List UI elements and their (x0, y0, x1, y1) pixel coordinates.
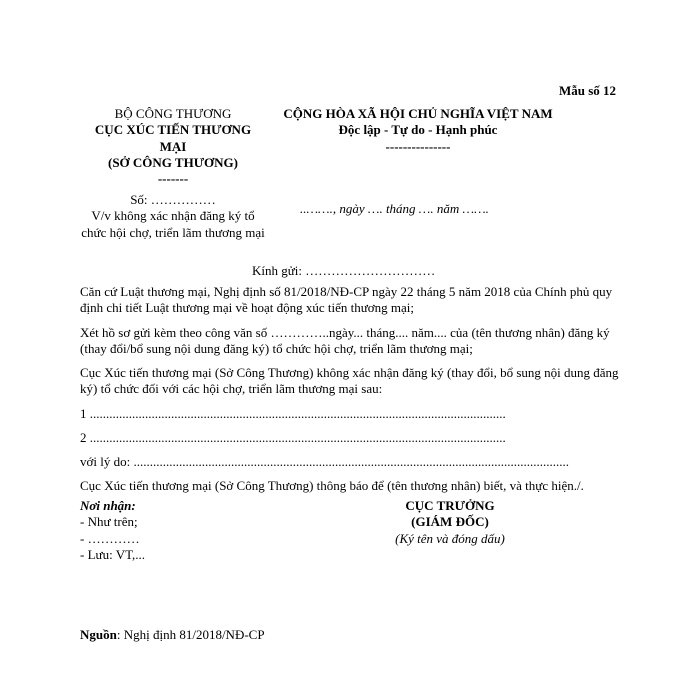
recipients-title: Nơi nhận: (80, 498, 136, 513)
signature-block (355, 498, 545, 547)
issuing-agency-header (80, 106, 266, 187)
recipients-block (80, 498, 340, 563)
header-divider-left: ------- (157, 171, 189, 186)
legal-basis-paragraph: Căn cứ Luật thương mại, Nghị định số 81/2018/NĐ-CP ngày 22 tháng 5 năm 2018 của Chính phủ quy định chi tiết Luật thương mại về hoạt động xúc tiến thương mại; (80, 284, 613, 316)
document-number: Số: …………… (130, 192, 216, 207)
recipient-item: - ………… (80, 530, 140, 546)
date-line: ..……., ngày …. tháng …. năm ……. (300, 201, 489, 216)
form-number: Mẫu số 12 (558, 83, 616, 98)
recipient-item: - Như trên; (80, 514, 138, 530)
dossier-review-paragraph: Xét hồ sơ gửi kèm theo công văn số …………..ngày... tháng.... năm.... của (tên thương nhân) đăng ký (thay đổi/bổ sung nội dung đăng ký) tổ chức hội chợ, triển lãm thương mại; (80, 324, 610, 356)
recipient-item: - Lưu: VT,... (80, 546, 146, 562)
department-name: (SỞ CÔNG THƯƠNG) (107, 154, 238, 170)
source-text: : Nghị định 81/2018/NĐ-CP (116, 627, 265, 642)
national-header (268, 106, 568, 155)
country-name: CỘNG HÒA XÃ HỘI CHỦ NGHĨA VIỆT NAM (283, 106, 553, 121)
signer-subtitle: (GIÁM ĐỐC) (411, 514, 489, 530)
fair-item-2: 2 ................................................................................................................................ (80, 429, 506, 445)
document-reference (80, 192, 266, 241)
national-motto: Độc lập - Tự do - Hạnh phúc (338, 122, 498, 138)
notification-paragraph: Cục Xúc tiến thương mại (Sở Công Thương) thông báo để (tên thương nhân) biết, và thực hiện./. (80, 478, 584, 494)
rejection-paragraph: Cục Xúc tiến thương mại (Sở Công Thương) không xác nhận đăng ký (thay đổi, bổ sung nội dung đăng ký) tổ chức đối với các hội chợ, triển lãm thương mại sau: (80, 365, 619, 397)
reason-line: với lý do: ...................................................................................................................................... (80, 454, 569, 469)
document-body (80, 284, 625, 503)
source-note (80, 627, 265, 643)
agency-name: CỤC XÚC TIẾN THƯƠNG MẠI (94, 122, 252, 154)
fair-item-1: 1 ................................................................................................................................ (80, 405, 506, 421)
source-label: Nguồn (80, 627, 117, 642)
ministry-name: BỘ CÔNG THƯƠNG (114, 106, 232, 121)
document-subject: V/v không xác nhận đăng ký tổ chức hội chợ, triển lãm thương mại (81, 208, 265, 240)
header-divider-right: --------------- (385, 138, 451, 154)
signer-title: CỤC TRƯỞNG (405, 498, 495, 513)
signature-note: (Ký tên và đóng dấu) (395, 530, 505, 546)
salutation: Kính gửi: ………………………… (252, 263, 436, 278)
